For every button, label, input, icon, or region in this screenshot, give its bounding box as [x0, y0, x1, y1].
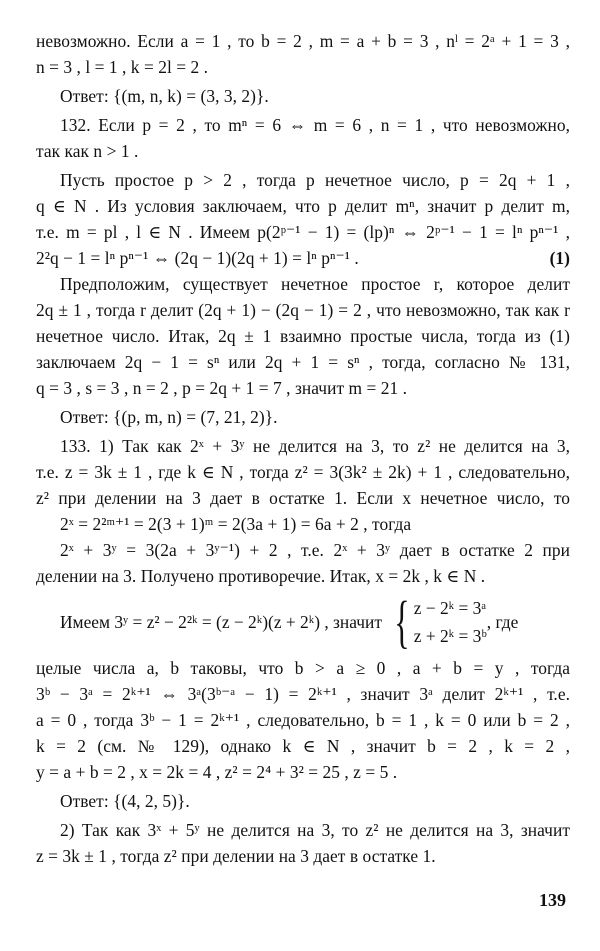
text-line: Предположим, существует нечетное простое r, которое делит — [60, 274, 570, 294]
text-line: заключаем 2q − 1 = sⁿ или 2q + 1 = sⁿ , тогда, согласно № 131, — [36, 352, 570, 372]
system-equation: z − 2ᵏ = 3ᵃ — [413, 598, 487, 618]
equation-system-line — [60, 589, 570, 654]
text-line: n = 3 , l = 1 , k = 2l = 2 . — [36, 57, 209, 77]
answer-line: Ответ: {(m, n, k) = (3, 3, 2)}. — [60, 86, 269, 106]
system-equation: z + 2ᵏ = 3ᵇ — [413, 626, 487, 646]
text-line: 2q ± 1 , тогда r делит (2q + 1) − (2q − 1) = 2 , что невозможно, так как r — [36, 300, 570, 320]
answer-line: Ответ: {(4, 2, 5)}. — [60, 791, 190, 811]
left-brace: { — [394, 589, 410, 654]
text-line: так как n > 1 . — [36, 141, 139, 161]
text-line: целые числа a, b таковы, что b > a ≥ 0 , a + b = y , тогда — [36, 658, 570, 678]
text-line: z = 3k ± 1 , тогда z² при делении на 3 дает в остатке 1. — [36, 846, 436, 866]
text-line: Пусть простое p > 2 , тогда p нечетное число, p = 2q + 1 , — [60, 170, 570, 190]
system-tail-text: , где — [486, 611, 519, 632]
text-line: 2ˣ + 3ʸ = 3(2a + 3ʸ⁻¹) + 2 , т.е. 2ˣ + 3ʸ дает в остатке 2 при — [60, 540, 570, 560]
text-line: делении на 3. Получено противоречие. Итак, x = 2k , k ∈ N . — [36, 566, 486, 586]
formula-line: т.е. m = pl , l ∈ N . Имеем p(2ᵖ⁻¹ − 1) = (lp)ⁿ ⇔ 2ᵖ⁻¹ − 1 = lⁿ pⁿ⁻¹ , — [36, 222, 570, 242]
answer-line: Ответ: {(p, m, n) = (7, 21, 2)}. — [60, 407, 278, 427]
text-line: нечетное число. Итак, 2q ± 1 взаимно простые числа, тогда из (1) — [36, 326, 570, 346]
text-line: q ∈ N . Из условия заключаем, что p делит mⁿ, значит p делит m, — [36, 196, 570, 216]
equation-tag: (1) — [549, 248, 570, 268]
text-line: z² при делении на 3 дает в остатке 1. Если x нечетное число, то — [36, 488, 570, 508]
text-line: y = a + b = 2 , x = 2k = 4 , z² = 2⁴ + 3² = 25 , z = 5 . — [36, 762, 398, 782]
text-line: 2) Так как 3ˣ + 5ʸ не делится на 3, то z² не делится на 3, значит — [60, 820, 570, 840]
formula-line-numbered — [36, 245, 570, 271]
page-number: 139 — [539, 890, 566, 910]
system-equations — [414, 594, 487, 650]
text-line: невозможно. Если a = 1 , то b = 2 , m = a + b = 3 , nˡ = 2ᵃ + 1 = 3 , — [36, 31, 570, 51]
formula-text: 2²q − 1 = lⁿ pⁿ⁻¹ ⇔ (2q − 1)(2q + 1) = lⁿ pⁿ⁻¹ . — [36, 248, 359, 268]
problem-132-start: 132. Если p = 2 , то mⁿ = 6 ⇔ m = 6 , n = 1 , что невозможно, — [60, 115, 570, 135]
formula-line: 2ˣ = 2²ᵐ⁺¹ = 2(3 + 1)ᵐ = 2(3a + 1) = 6a + 2 , тогда — [60, 514, 412, 534]
text-line: q = 3 , s = 3 , n = 2 , p = 2q + 1 = 7 , значит m = 21 . — [36, 378, 408, 398]
text-line: a = 0 , тогда 3ᵇ − 1 = 2ᵏ⁺¹ , следовательно, b = 1 , k = 0 или b = 2 , — [36, 710, 570, 730]
formula-line: 3ᵇ − 3ᵃ = 2ᵏ⁺¹ ⇔ 3ᵃ(3ᵇ⁻ᵃ − 1) = 2ᵏ⁺¹ , значит 3ᵃ делит 2ᵏ⁺¹ , т.е. — [36, 684, 570, 704]
problem-133-start: 133. 1) Так как 2ˣ + 3ʸ не делится на 3, то z² не делится на 3, — [60, 436, 570, 456]
system-lead-text: Имеем 3ʸ = z² − 2²ᵏ = (z − 2ᵏ)(z + 2ᵏ) , значит — [60, 611, 382, 632]
text-line: k = 2 (см. № 129), однако k ∈ N , значит b = 2 , k = 2 , — [36, 736, 570, 756]
text-line: т.е. z = 3k ± 1 , где k ∈ N , тогда z² = 3(3k² ± 2k) + 1 , следовательно, — [36, 462, 570, 482]
